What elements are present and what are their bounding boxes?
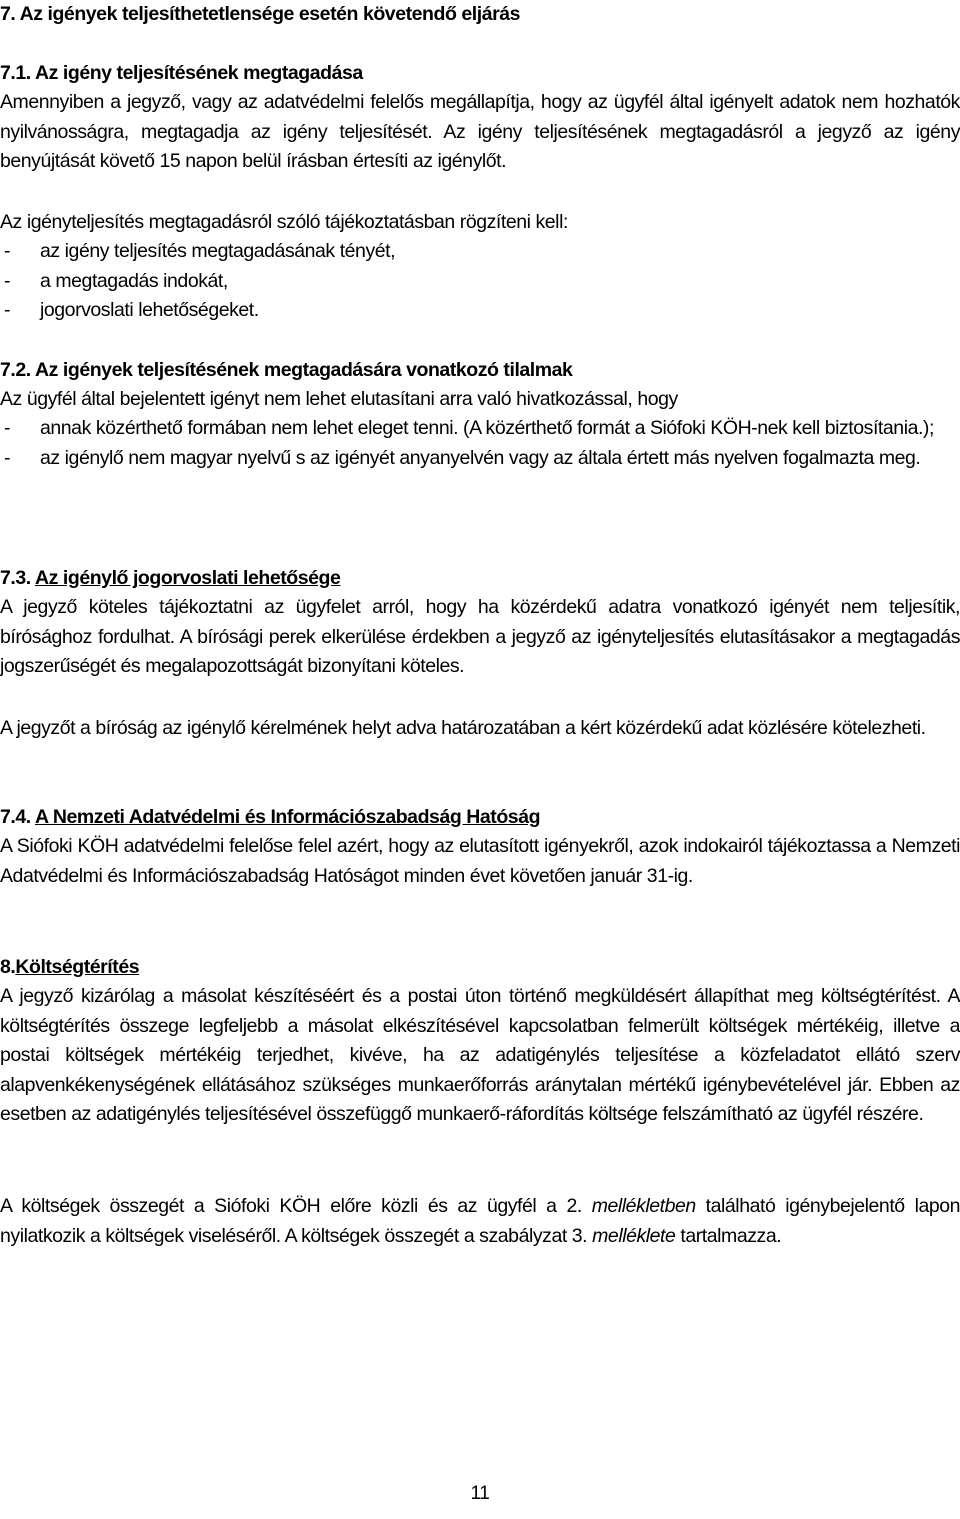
section-7-3-number: 7.3. [0, 567, 31, 589]
section-7-2-intro: Az ügyfél által bejelentett igényt nem lehet elutasítani arra való hivatkozással, hogy [0, 388, 678, 410]
list-item-text: az igénylő nem magyar nyelvű s az igényét anyanyelvén vagy az általa értett más nyelven fogalmazta meg. [40, 446, 921, 469]
section-7-3-paragraph-1: A jegyző köteles tájékoztatni az ügyfelet arról, hogy ha közérdekű adatra vonatkozó igényét nem teljesítik, bírósághoz fordulhat. A bírósági perek elkerülése érdekben a jegyző az igényteljesítés elutasításakor a megtagadás jogszerűségét és megalapozottságát bizonyítani köteles. [0, 596, 960, 677]
list-item-text: jogorvoslati lehetőségeket. [40, 299, 259, 321]
section-7-title: 7. Az igények teljesíthetetlensége esetén követendő eljárás [0, 3, 521, 25]
section-7-2-list [0, 414, 960, 473]
list-item-text: az igény teljesítés megtagadásának tényét, [40, 240, 396, 262]
section-7-3-title: Az igénylő jogorvoslati lehetősége [34, 567, 341, 589]
section-8-paragraph-1: A jegyző kizárólag a másolat készítéséért és a postai úton történő megküldésért állapíthat meg költségtérítést. A költségtérítés összege legfeljebb a másolat elkészítésével kapcsolatban felmerült költségek mértékéig, illetve a postai költségek mértékéig terjedhet, kivéve, ha az adatigénylés teljesítése a közfeladatot ellátó szerv alapvenkékenységének ellátásához szükséges munkaerőforrás aránytalan mértékű igénybevételével jár. Ebben az esetben az adatigénylés teljesítésével összefüggő munkaerő-ráfordítás költsége felszámítható az ügyfél részére. [0, 985, 960, 1125]
section-8-title: Költségtérítés [15, 956, 140, 978]
list-item: - a megtagadás indokát, [4, 269, 228, 292]
paragraph-text: A költségek összegét a Siófoki KÖH előre közli és az ügyfél a 2. [0, 1195, 582, 1217]
section-8-paragraph-2 [0, 1192, 960, 1251]
section-7-1-number: 7.1. [0, 62, 31, 84]
list-item: - az igény teljesítés megtagadásának tényét, [4, 240, 396, 262]
list-item-text: a megtagadás indokát, [40, 269, 228, 292]
section-7-2-number: 7.2. [0, 359, 31, 381]
paragraph-text: található igénybejelentő lapon nyilatkozik a költségek viseléséről. A költségek összegét a szabályzat 3. [0, 1195, 960, 1247]
list-item-text: annak közérthető formában nem lehet eleget tenni. (A közérthető formát a Siófoki KÖH-nek kell biztosítania.); [40, 417, 934, 439]
list-item: - az igénylő nem magyar nyelvű s az igényét anyanyelvén vagy az általa értett más nyelven fogalmazta meg. [4, 446, 921, 469]
page-number: 11 [470, 1483, 490, 1504]
section-7-heading [0, 0, 960, 30]
section-8-heading [0, 953, 960, 983]
section-7-3-heading [0, 564, 960, 594]
section-7-2-title: Az igények teljesítésének megtagadására vonatkozó tilalmak [34, 359, 573, 381]
section-7-2-heading [0, 356, 960, 386]
section-7-4-heading [0, 803, 960, 833]
section-7-3-paragraph-2: A jegyzőt a bíróság az igénylő kérelmének helyt adva határozatában a kért közérdekű adat közlésére kötelezheti. [0, 717, 926, 739]
section-7-4-number: 7.4. [0, 806, 31, 828]
section-7-1-paragraph-1: Amennyiben a jegyző, vagy az adatvédelmi felelős megállapítja, hogy az ügyfél által igényelt adatok nem hozhatók nyilvánosságra, megtagadja az igény teljesítését. Az igény teljesítésének megtagadásról a jegyző az igény benyújtását követő 15 napon belül írásban értesíti az igénylőt. [0, 91, 960, 172]
section-8-number: 8. [0, 956, 16, 978]
list-item: - annak közérthető formában nem lehet eleget tenni. (A közérthető formát a Siófoki KÖH-nek kell biztosítania.); [4, 417, 934, 439]
section-7-4-paragraph-1: A Siófoki KÖH adatvédelmi felelőse felel azért, hogy az elutasított igényekről, azok indokairól tájékoztassa a Nemzeti Adatvédelmi és Információszabadság Hatóságot minden évet követően január 31-ig. [0, 835, 960, 887]
list-item: - jogorvoslati lehetőségeket. [4, 299, 259, 321]
paragraph-emphasis: mellékletben [591, 1195, 696, 1217]
section-7-1-title: Az igény teljesítésének megtagadása [34, 62, 363, 84]
section-7-1-paragraph-2: Az igényteljesítés megtagadásról szóló tájékoztatásban rögzíteni kell: [0, 211, 568, 233]
section-7-4-title: A Nemzeti Adatvédelmi és Információszabadság Hatóság [34, 806, 541, 828]
paragraph-text: tartalmazza. [680, 1224, 782, 1247]
section-7-1-heading [0, 59, 960, 89]
paragraph-emphasis: melléklete [592, 1224, 676, 1247]
section-7-1-list [0, 237, 960, 326]
